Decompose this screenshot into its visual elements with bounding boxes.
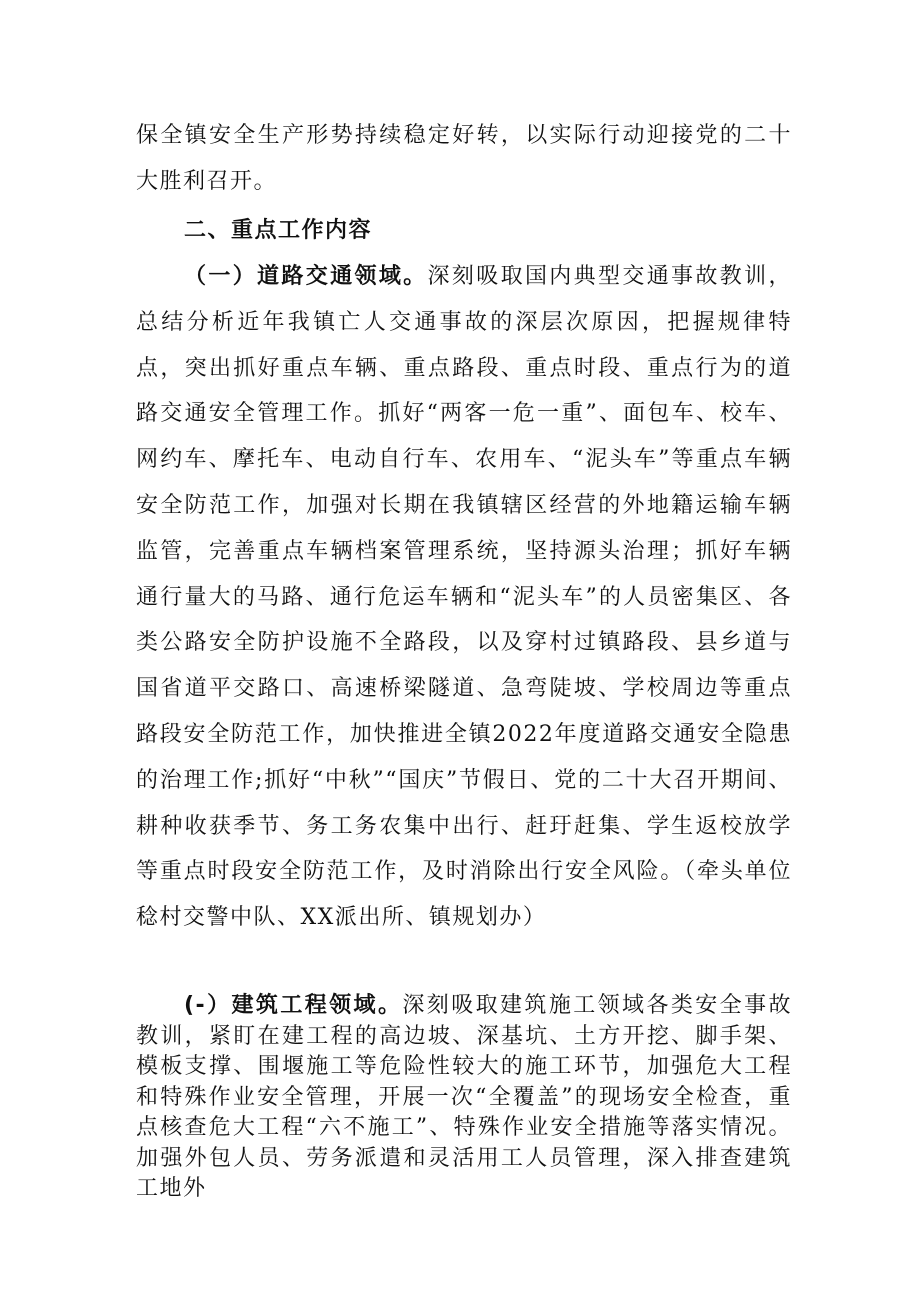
- construction-paragraph: [136, 991, 792, 1205]
- section-heading: 二、重点工作内容: [184, 218, 373, 243]
- road-traffic-paragraph: [136, 254, 792, 941]
- intro-paragraph: 保全镇安全生产形势持续稳定好转，以实际行动迎接党的二十大胜利召开。: [136, 123, 792, 194]
- construction-label: (-）建筑工程领域。: [184, 993, 403, 1018]
- road-traffic-text: 深刻吸取国内典型交通事故教训，总结分析近年我镇亡人交通事故的深层次原因，把握规律特点，突出抓好重点车辆、重点路段、重点时段、重点行为的道路交通安全管理工作。抓好“两客一危一重”、面包车、校车、网约车、摩托车、电动自行车、农用车、“泥头车”等重点车辆安全防范工作，加强对长期在我镇辖区经营的外地籍运输车辆监管，完善重点车辆档案管理系统，坚持源头治理；抓好车辆通行量大的马路、通行危运车辆和“泥头车”的人员密集区、各类公路安全防护设施不全路段，以及穿村过镇路段、县乡道与国省道平交路口、高速桥梁隧道、急弯陡坡、学校周边等重点路段安全防范工作，加快推进全镇2022年度道路交通安全隐患的治理工作;抓好“中秋”“国庆”节假日、党的二十大召开期间、耕种收获季节、务工务农集中出行、赶玗赶集、学生返校放学等重点时段安全防范工作，及时消除出行安全风险。（牵头单位稔村交警中队、XX派出所、镇规划办）: [136, 264, 792, 931]
- construction-text: 深刻吸取建筑施工领域各类安全事故教训，紧盯在建工程的高边坡、深基坑、土方开挖、脚手架、模板支撑、围堰施工等危险性较大的施工环节，加强危大工程和特殊作业安全管理，开展一次“全覆盖”的现场安全检查，重点核查危大工程“六不施工”、特殊作业安全措施等落实情况。加强外包人员、劳务派遣和灵活用工人员管理，深入排查建筑工地外: [136, 993, 792, 1201]
- road-traffic-label: （一）道路交通领域。: [184, 264, 428, 289]
